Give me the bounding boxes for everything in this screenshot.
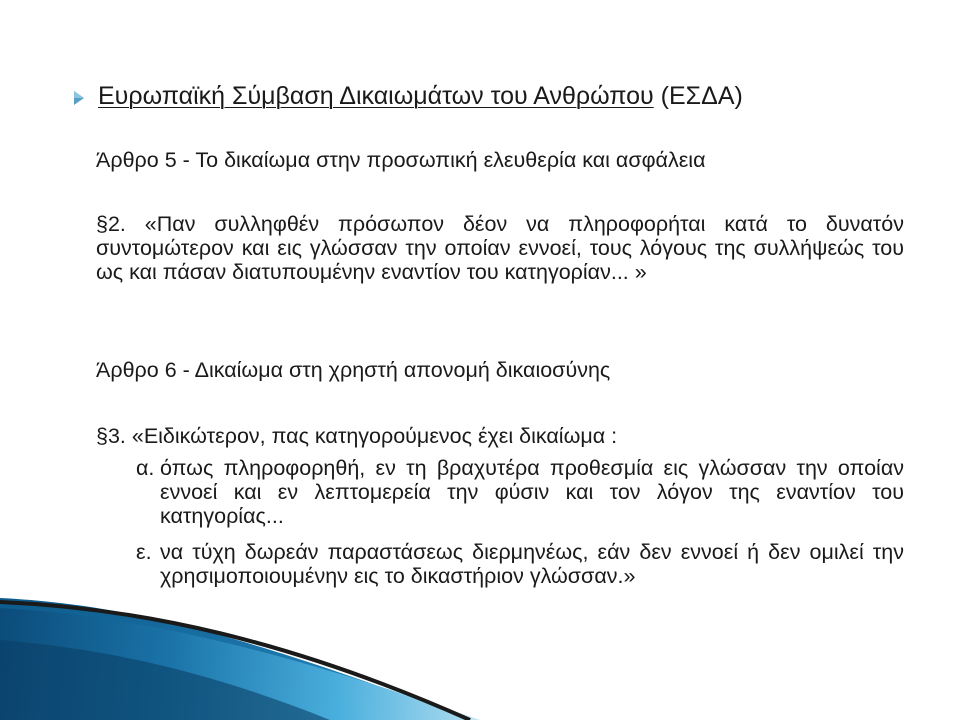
article6-paragraph: §3. «Ειδικώτερον, πας κατηγορούμενος έχει δικαίωμα : [96,424,618,448]
list-item-text: να τύχη δωρεάν παραστάσεως διερμηνέως, εάν δεν εννοεί ή δεν ομιλεί την χρησιμοποιουμένην εις το δικαστήριον γλώσσαν.» [160,540,904,588]
article5-paragraph: §2. «Παν συλληφθέν πρόσωπον δέον να πληροφορήται κατά το δυνατόν συντομώτερον και εις γλώσσαν την οποίαν εννοεί, τους λόγους της συλλήψεώς του ως και πάσαν διατυπουμένην εναντίον του κατηγορίαν... » [96,212,904,284]
article6-title: Άρθρο 6 - Δικαίωμα στη χρηστή απονομή δικαιοσύνης [96,358,611,382]
echr-abbreviation: (ΕΣΔΑ) [653,82,743,110]
heading-line [98,78,743,114]
echr-link[interactable]: Ευρωπαϊκή Σύμβαση Δικαιωμάτων του Ανθρώπου [98,82,654,110]
list-item-marker: ε. [136,540,152,564]
triangle-bullet-icon [72,88,86,108]
list-item-marker: α. [136,456,155,480]
article5-title: Άρθρο 5 - Το δικαίωμα στην προσωπική ελευθερία και ασφάλεια [96,148,706,172]
list-item-text: όπως πληροφορηθή, εν τη βραχυτέρα προθεσμία εις γλώσσαν την οποίαν εννοεί και εν λεπτομερεία την φύσιν και τον λόγον της εναντίον του κατηγορίας... [160,456,904,528]
heading-row [68,78,908,118]
